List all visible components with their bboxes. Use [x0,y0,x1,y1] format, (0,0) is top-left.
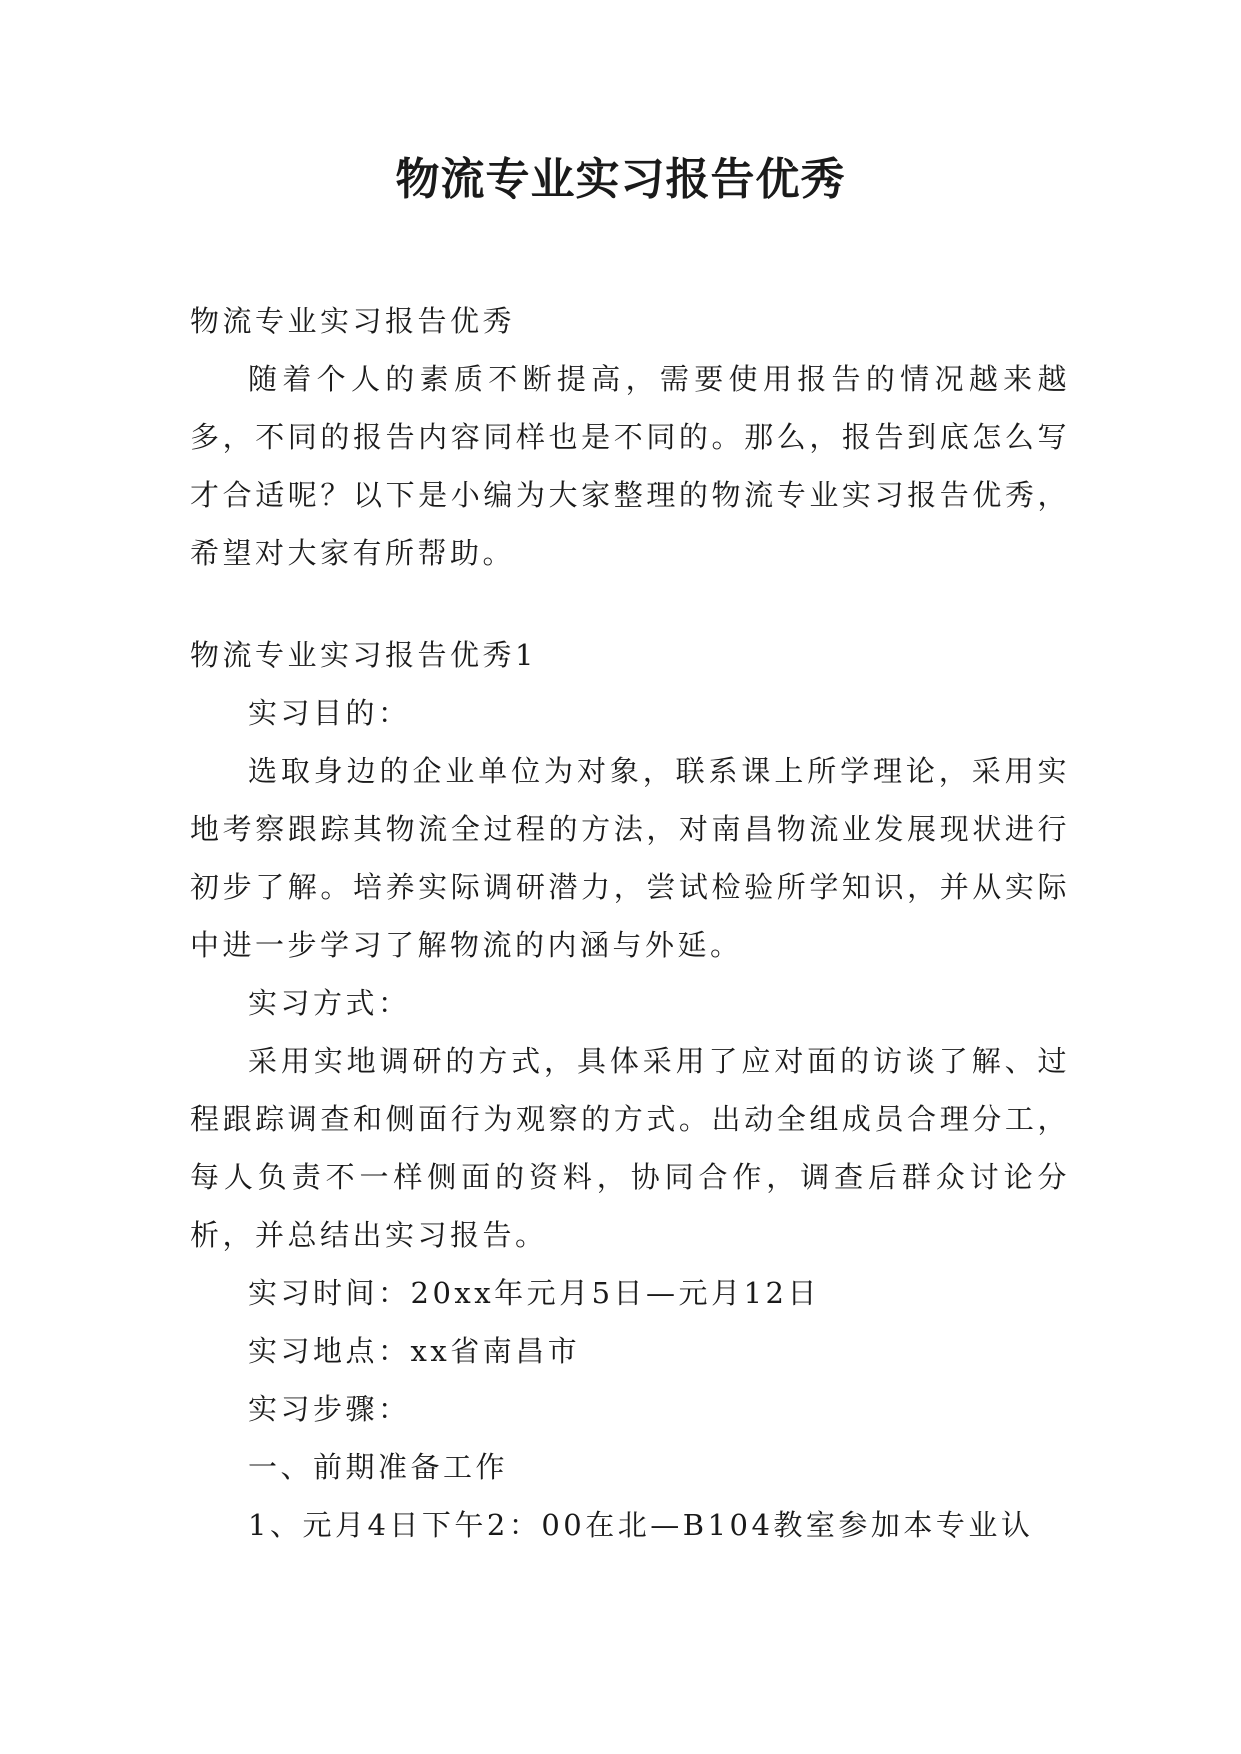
intro-paragraph: 随着个人的素质不断提高，需要使用报告的情况越来越多，不同的报告内容同样也是不同的。那么，报告到底怎么写才合适呢？以下是小编为大家整理的物流专业实习报告优秀，希望对大家有所帮助。 [190,362,1070,570]
paragraph: 一、前期准备工作 [248,1450,509,1484]
paragraph: 选取身边的企业单位为对象，联系课上所学理论，采用实地考察跟踪其物流全过程的方法，对南昌物流业发展现状进行初步了解。培养实际调研潜力，尝试检验所学知识，并从实际中进一步学习了解物流的内涵与外延。 [190,754,1070,962]
paragraph: 1、元月4日下午2：00在北—B104教室参加本专业认 [248,1508,1034,1542]
document-body [190,292,1070,1554]
paragraph: 实习地点：xx省南昌市 [248,1334,581,1368]
paragraph: 实习步骤： [248,1392,411,1426]
paragraph: 实习目的： [248,696,411,730]
paragraph: 采用实地调研的方式，具体采用了应对面的访谈了解、过程跟踪调查和侧面行为观察的方式。出动全组成员合理分工，每人负责不一样侧面的资料，协同合作，调查后群众讨论分析，并总结出实习报告。 [190,1044,1070,1252]
paragraph-gap [190,582,1070,626]
paragraph: 实习方式： [248,986,411,1020]
section-heading: 物流专业实习报告优秀 [190,304,516,338]
document-title: 物流专业实习报告优秀 [395,154,846,205]
paragraph: 实习时间：20xx年元月5日—元月12日 [248,1276,820,1310]
section-heading: 物流专业实习报告优秀1 [190,638,537,672]
